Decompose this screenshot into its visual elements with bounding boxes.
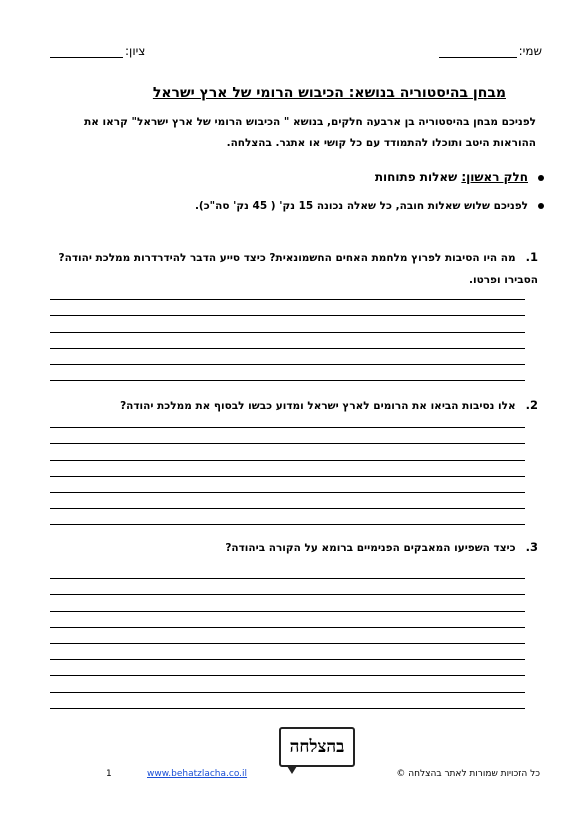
answer-line[interactable] bbox=[50, 365, 525, 381]
answer-line[interactable] bbox=[50, 412, 525, 428]
bullet-icon bbox=[538, 175, 544, 181]
copyright-notice: כל הזכויות שמורות לאתר בהצלחה © bbox=[396, 769, 540, 779]
answer-line[interactable] bbox=[50, 612, 525, 628]
exam-title: מבחן בהיסטוריה בנושא: הכיבוש הרומי של ארץ ישראל bbox=[152, 85, 506, 101]
answer-line[interactable] bbox=[50, 461, 525, 477]
section-instruction bbox=[195, 200, 544, 212]
logo-text: בהצלחה bbox=[289, 737, 345, 757]
question-text: כיצד השפיעו המאבקים הפנימיים ברומא על הקורה ביהודה? bbox=[225, 542, 516, 554]
question-text: אלו נסיבות הביאו את הרומים לארץ ישראל ומדוע כבשו לבסוף את ממלכת יהודה? bbox=[120, 400, 516, 412]
section-heading-rest: שאלות פתוחות bbox=[374, 170, 462, 184]
website-link[interactable]: www.behatzlacha.co.il bbox=[147, 769, 248, 779]
answer-area-2[interactable] bbox=[50, 412, 525, 525]
question-number: 2. bbox=[525, 398, 538, 412]
grade-blank-line[interactable] bbox=[50, 45, 123, 58]
question-text: מה היו הסיבות לפרוץ מלחמת האחים החשמונאית? כיצד סייע הדבר להידרדרות ממלכת יהודה? הסבירו ופרטו. bbox=[58, 252, 538, 286]
grade-label: ציון: bbox=[125, 44, 146, 58]
name-label: שמי: bbox=[518, 44, 542, 58]
answer-area-1[interactable] bbox=[50, 284, 525, 381]
answer-line[interactable] bbox=[50, 284, 525, 300]
behatzlacha-logo bbox=[279, 727, 355, 767]
answer-line[interactable] bbox=[50, 595, 525, 611]
section-instruction-text: לפניכם שלוש שאלות חובה, כל שאלה נכונה 15 נק' ( 45 נק' סה"כ). bbox=[194, 200, 528, 212]
name-blank-line[interactable] bbox=[439, 45, 517, 58]
answer-line[interactable] bbox=[50, 563, 525, 579]
answer-line[interactable] bbox=[50, 693, 525, 709]
answer-line[interactable] bbox=[50, 509, 525, 525]
bullet-icon bbox=[538, 203, 544, 209]
answer-line[interactable] bbox=[50, 349, 525, 365]
answer-line[interactable] bbox=[50, 579, 525, 595]
question-number: 1. bbox=[525, 250, 538, 264]
section-heading-label: חלק ראשון: bbox=[461, 170, 528, 184]
answer-line[interactable] bbox=[50, 316, 525, 332]
question-2 bbox=[120, 398, 538, 412]
section-heading bbox=[375, 170, 544, 184]
answer-line[interactable] bbox=[50, 428, 525, 444]
page-number: 1 bbox=[106, 769, 112, 779]
answer-line[interactable] bbox=[50, 628, 525, 644]
answer-line[interactable] bbox=[50, 444, 525, 460]
question-3 bbox=[225, 540, 538, 554]
question-number: 3. bbox=[525, 540, 538, 554]
name-field[interactable] bbox=[439, 44, 542, 58]
answer-line[interactable] bbox=[50, 300, 525, 316]
speech-bubble-tail-icon bbox=[287, 766, 297, 774]
answer-line[interactable] bbox=[50, 660, 525, 676]
answer-line[interactable] bbox=[50, 493, 525, 509]
answer-line[interactable] bbox=[50, 333, 525, 349]
answer-line[interactable] bbox=[50, 676, 525, 692]
answer-line[interactable] bbox=[50, 477, 525, 493]
grade-field[interactable] bbox=[50, 44, 145, 58]
answer-line[interactable] bbox=[50, 644, 525, 660]
answer-area-3[interactable] bbox=[50, 563, 525, 709]
exam-intro: לפניכם מבחן בהיסטוריה בן ארבעה חלקים, בנושא " הכיבוש הרומי של ארץ ישראל" קראו את ההוראות היטב ותוכלו להתמודד עם כל קושי או אתגר. בהצלחה. bbox=[84, 116, 536, 149]
